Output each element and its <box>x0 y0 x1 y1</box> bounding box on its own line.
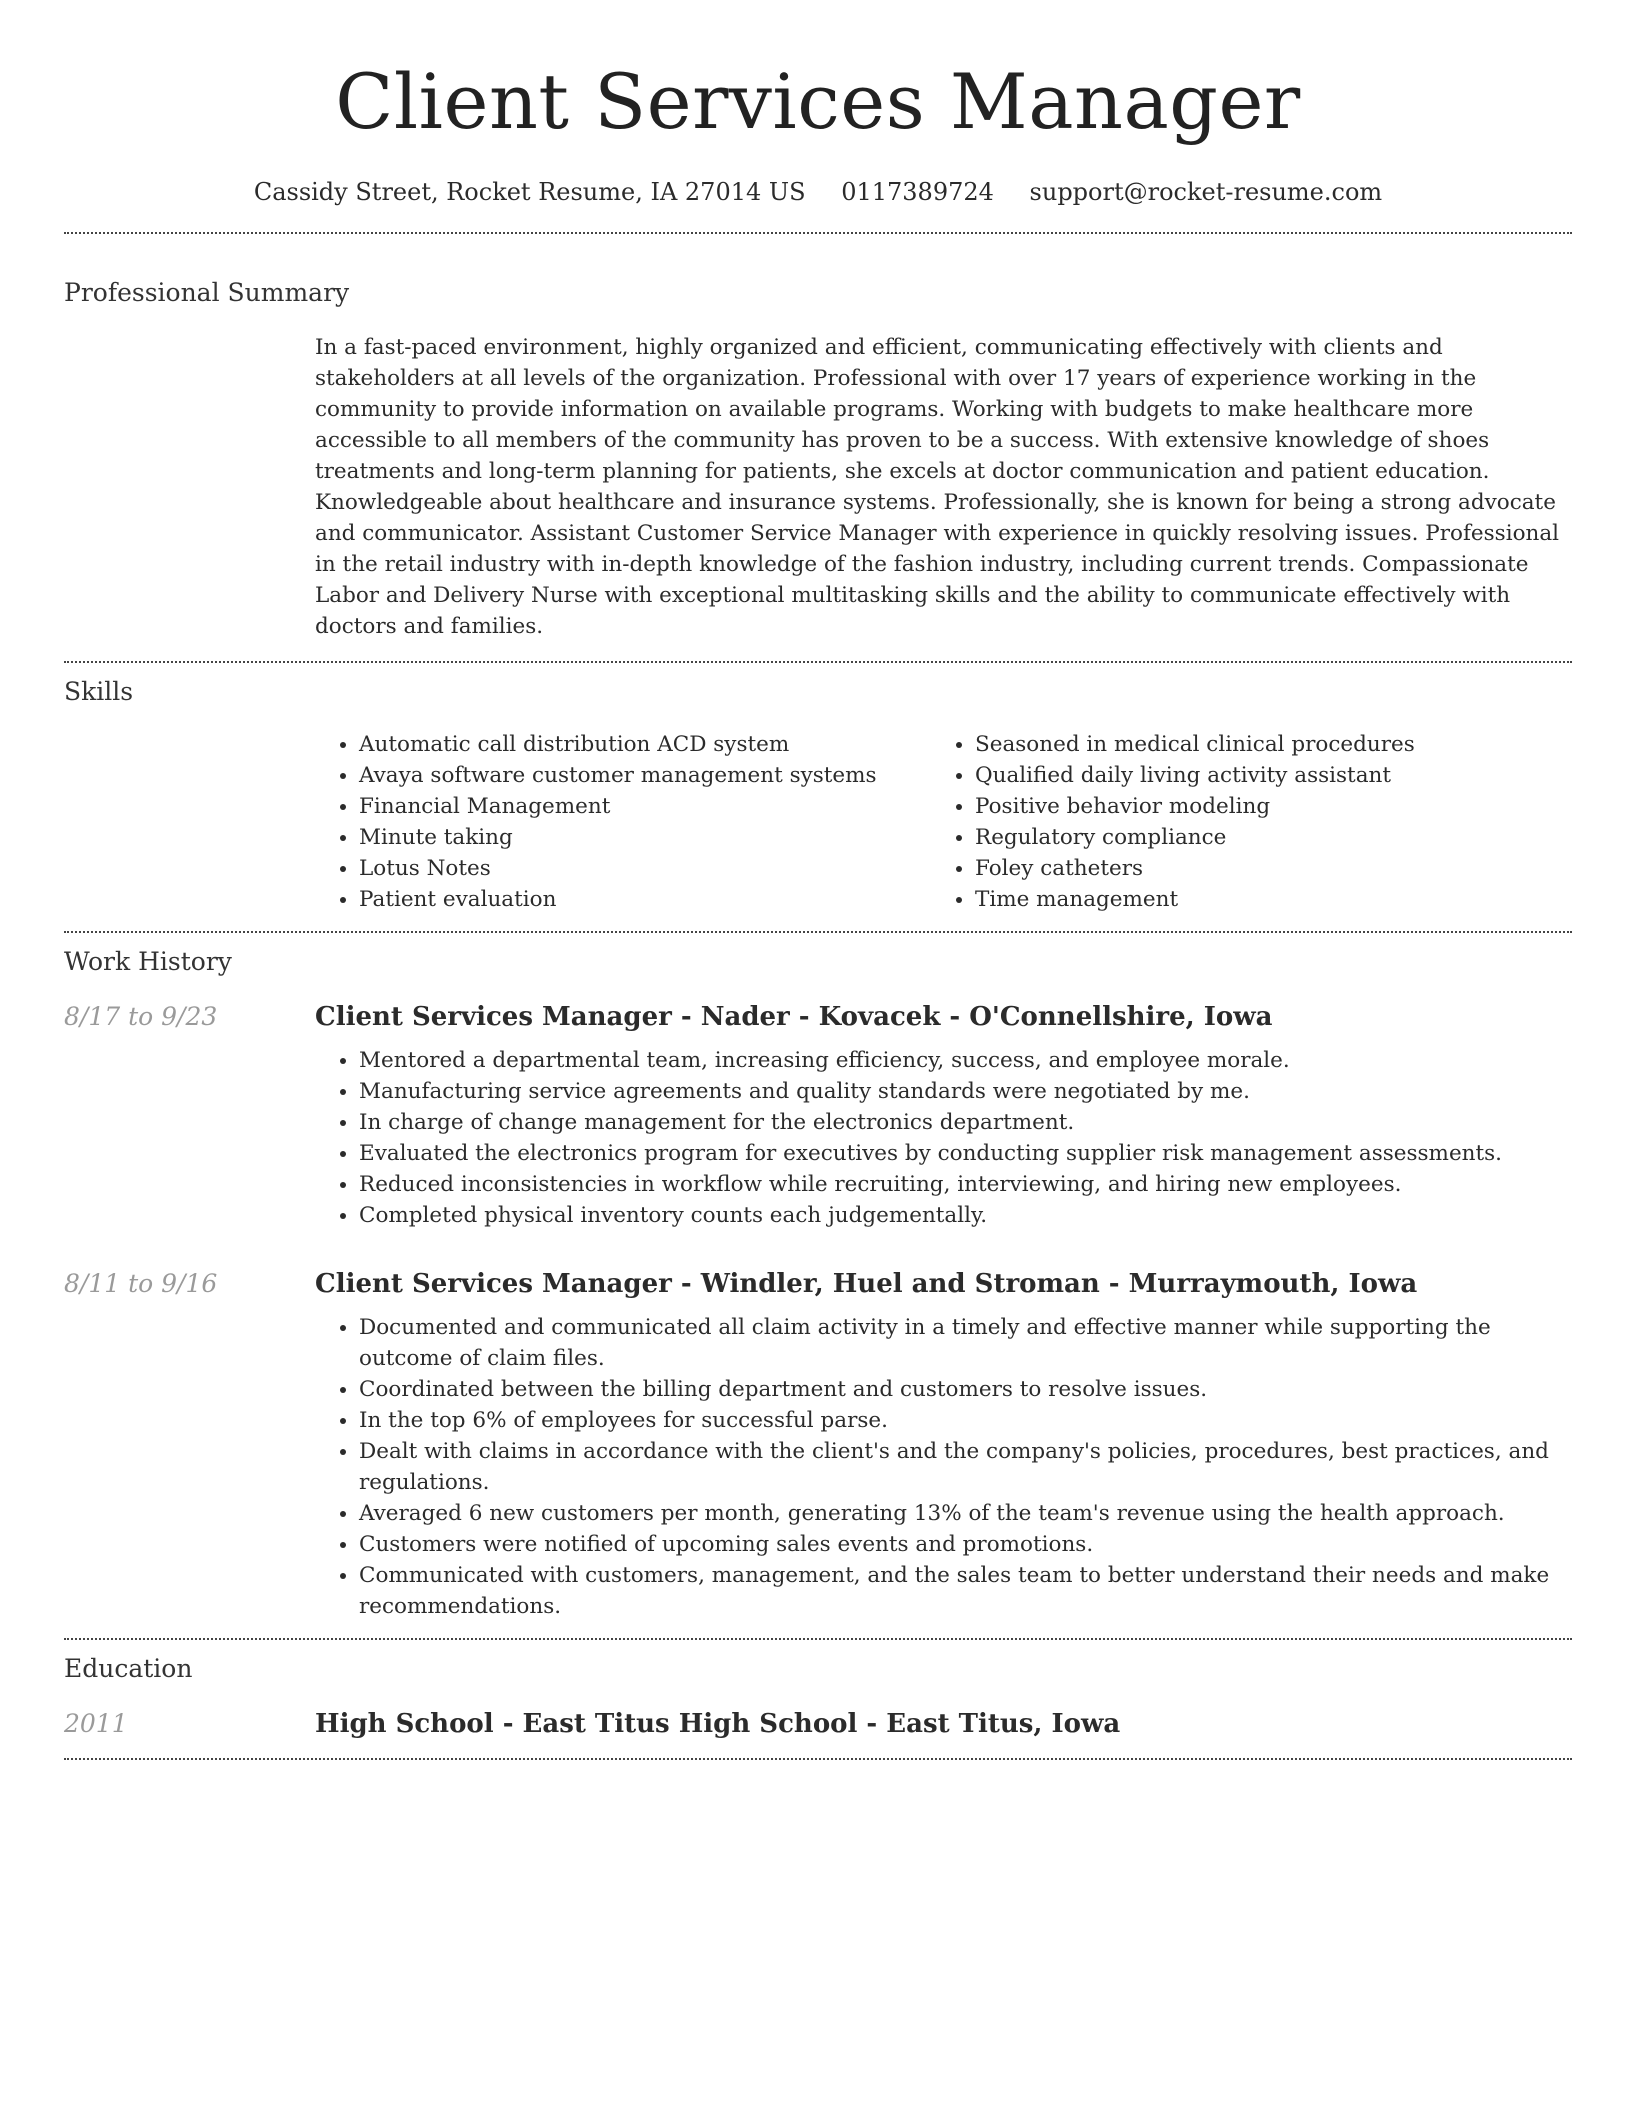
skill-item: • Qualified daily living activity assistant <box>975 760 1547 791</box>
education-heading: High School - East Titus High School - East Titus, Iowa <box>315 1709 1121 1739</box>
job-heading: Client Services Manager - Nader - Kovacek - O'Connellshire, Iowa <box>315 1002 1273 1032</box>
education-section <box>64 1652 1572 1741</box>
skills-left-spacer <box>64 729 315 915</box>
skills-list-right <box>931 729 1547 915</box>
job-bullet: • Mentored a departmental team, increasing efficiency, success, and employee morale. <box>359 1045 1572 1076</box>
job-bullets <box>315 1045 1572 1231</box>
skills-list-left <box>315 729 931 915</box>
contact-address: Cassidy Street, Rocket Resume, IA 27014 US <box>253 178 806 206</box>
education-title: Education <box>64 1654 193 1683</box>
skill-item: • Time management <box>975 884 1547 915</box>
skill-item: • Lotus Notes <box>359 853 931 884</box>
job-bullet: • Averaged 6 new customers per month, generating 13% of the team's revenue using the health approach. <box>359 1498 1572 1529</box>
skills-section <box>64 675 1572 915</box>
job-heading: Client Services Manager - Windler, Huel and Stroman - Murraymouth, Iowa <box>315 1269 1418 1299</box>
contact-email: support@rocket-resume.com <box>1029 178 1383 206</box>
divider <box>64 232 1572 234</box>
divider <box>64 1758 1572 1760</box>
job-bullet: • Communicated with customers, management, and the sales team to better understand their needs and make recommendations. <box>359 1560 1572 1622</box>
work-title: Work History <box>64 947 232 976</box>
job-bullet: • Manufacturing service agreements and quality standards were negotiated by me. <box>359 1076 1572 1107</box>
skill-item: • Avaya software customer management systems <box>359 760 931 791</box>
divider <box>64 931 1572 933</box>
job-bullet: • Documented and communicated all claim activity in a timely and effective manner while supporting the outcome of claim files. <box>359 1312 1572 1374</box>
job-bullet: • Evaluated the electronics program for executives by conducting supplier risk management assessments. <box>359 1138 1572 1169</box>
job-bullet: • Customers were notified of upcoming sales events and promotions. <box>359 1529 1572 1560</box>
skill-item: • Seasoned in medical clinical procedures <box>975 729 1547 760</box>
summary-section <box>64 276 1572 642</box>
job-bullets <box>315 1312 1572 1622</box>
job-bullet: • Dealt with claims in accordance with the client's and the company's policies, procedures, best practices, and regulations. <box>359 1436 1572 1498</box>
skill-item: • Automatic call distribution ACD system <box>359 729 931 760</box>
work-section <box>64 945 1572 1622</box>
contact-phone: 0117389724 <box>841 178 994 206</box>
skill-item: • Patient evaluation <box>359 884 931 915</box>
job-bullet: • Coordinated between the billing department and customers to resolve issues. <box>359 1374 1572 1405</box>
job-bullet: • Completed physical inventory counts each judgementally. <box>359 1200 1572 1231</box>
skill-item: • Financial Management <box>359 791 931 822</box>
resume-page <box>64 0 1572 1760</box>
skill-item: • Foley catheters <box>975 853 1547 884</box>
summary-left-spacer <box>64 332 315 642</box>
summary-text: In a fast-paced environment, highly organized and efficient, communicating effectively with clients and stakeholders at all levels of the organization. Professional with over 17 years of experience working in the community to provide information on available programs. Working with budgets to make healthcare more accessible to all members of the community has proven to be a success. With extensive knowledge of shoes treatments and long-term planning for patients, she excels at doctor communication and patient education. Knowledgeable about healthcare and insurance systems. Professionally, she is known for being a strong advocate and communicator. Assistant Customer Service Manager with experience in quickly resolving issues. Professional in the retail industry with in-depth knowledge of the fashion industry, including current trends. Compassionate Labor and Delivery Nurse with exceptional multitasking skills and the ability to communicate effectively with doctors and families. <box>315 335 1560 639</box>
divider <box>64 1638 1572 1640</box>
job-entry <box>64 1267 1572 1622</box>
job-bullet: • Reduced inconsistencies in workflow while recruiting, interviewing, and hiring new employees. <box>359 1169 1572 1200</box>
job-bullet: • In charge of change management for the electronics department. <box>359 1107 1572 1138</box>
job-dates: 8/11 to 9/16 <box>64 1269 218 1298</box>
skill-item: • Minute taking <box>359 822 931 853</box>
job-bullet: • In the top 6% of employees for successful parse. <box>359 1405 1572 1436</box>
contact-line <box>64 176 1572 208</box>
divider <box>64 661 1572 663</box>
job-dates: 8/17 to 9/23 <box>64 1002 218 1031</box>
skill-item: • Positive behavior modeling <box>975 791 1547 822</box>
skill-item: • Regulatory compliance <box>975 822 1547 853</box>
education-year: 2011 <box>64 1709 128 1738</box>
job-entry <box>64 1000 1572 1231</box>
skills-title: Skills <box>64 677 134 706</box>
candidate-name: Client Services Manager <box>335 57 1301 146</box>
summary-title: Professional Summary <box>64 278 350 307</box>
